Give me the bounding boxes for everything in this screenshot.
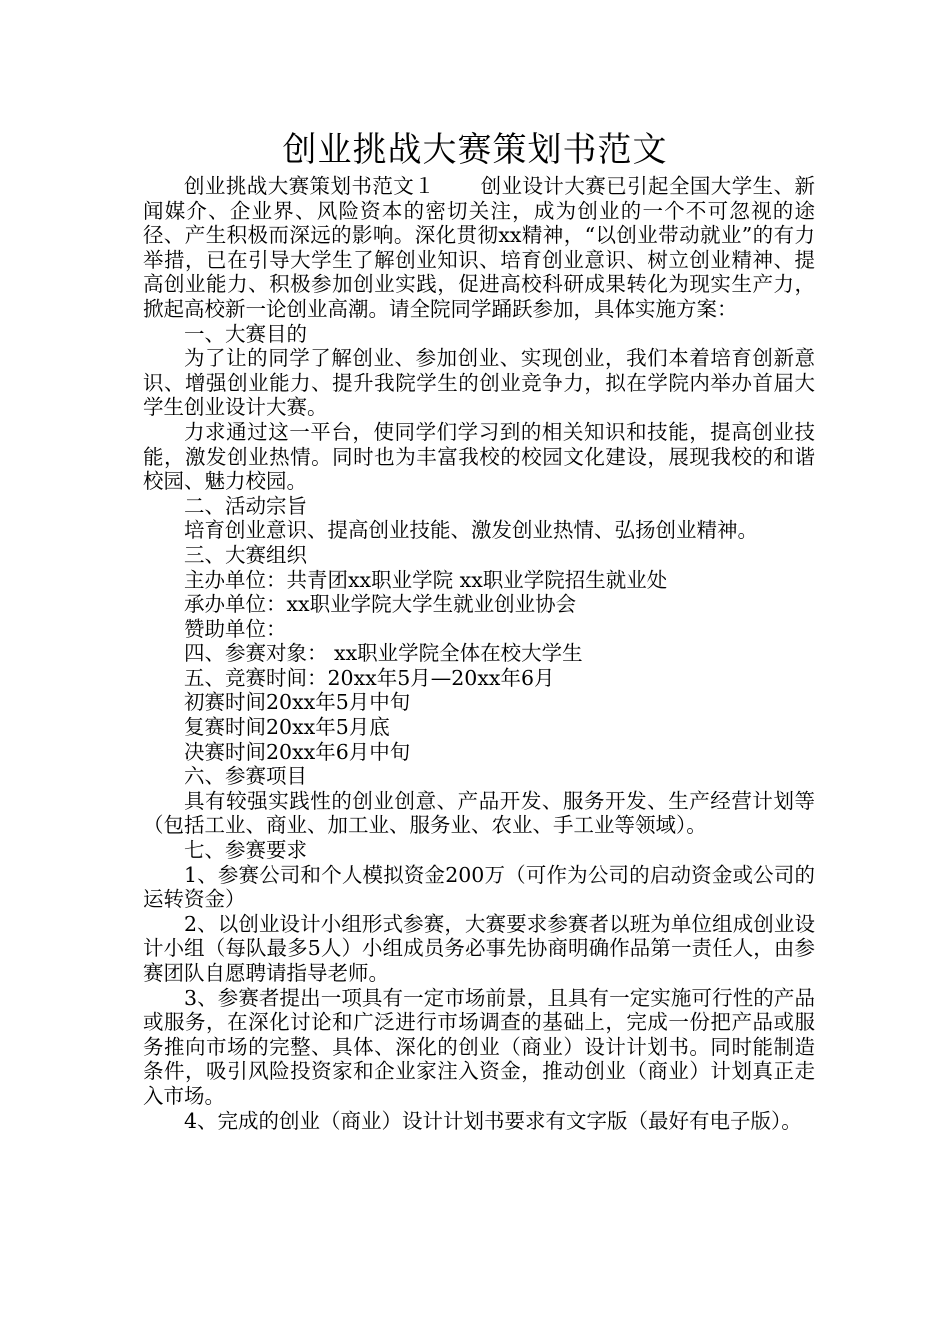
intro-text: 创业设计大赛已引起全国大学生、新闻媒介、企业界、风险资本的密切关注，成为创业的一个不可忽视的途径、产生积极而深远的影响。深化贯彻xx精神，“以创业带动就业”的有力举措，已在引导大学生了解创业知识、培育创业意识、树立创业精神、提高创业能力、积极参加创业实践，促进高校科研成果转化为现实生产力，掀起高校新一论创业高潮。请全院同学踊跃参加，具体实施方案：: [143, 174, 816, 321]
organization-sponsor: 赞助单位：: [184, 616, 287, 641]
organization-host: 主办单位：共青团xx职业学院 xx职业学院招生就业处: [184, 567, 668, 592]
section-heading-projects: 六、参赛项目: [184, 764, 307, 789]
section-heading-aim: 二、活动宗旨: [184, 493, 307, 518]
purpose-paragraph-1: 为了让的同学了解创业、参加创业、实现创业，我们本着培育创新意识、增强创业能力、提升我院学生的创业竞争力，拟在学院内举办首届大学生创业设计大赛。: [143, 346, 815, 420]
organization-organizer: 承办单位：xx职业学院大学生就业创业协会: [184, 592, 577, 617]
schedule-preliminary: 初赛时间20xx年5月中旬: [184, 690, 411, 715]
schedule-semifinal: 复赛时间20xx年5月底: [184, 715, 390, 740]
requirement-4: 4、完成的创业（商业）设计计划书要求有文字版（最好有电子版）。: [184, 1108, 802, 1133]
purpose-paragraph-2: 力求通过这一平台，使同学们学习到的相关知识和技能，提高创业技能，激发创业热情。同时也为丰富我校的校园文化建设，展现我校的和谐校园、魅力校园。: [143, 419, 815, 494]
intro-paragraph: [143, 174, 815, 322]
intro-lead: 创业挑战大赛策划书范文１: [184, 174, 436, 198]
requirement-3: 3、参赛者提出一项具有一定市场前景，且具有一定实施可行性的产品或服务，在深化讨论和广泛进行市场调查的基础上，完成一份把产品或服务推向市场的完整、具体、深化的创业（商业）设计计划书。同时能制造条件，吸引风险投资家和企业家注入资金，推动创业（商业）计划真正走入市场。: [143, 985, 815, 1108]
document-body: [143, 174, 815, 1133]
section-participants: 四、参赛对象： xx职业学院全体在校大学生: [184, 641, 583, 666]
schedule-final: 决赛时间20xx年6月中旬: [184, 739, 411, 764]
document-title: 创业挑战大赛策划书范文: [282, 130, 668, 170]
section-heading-purpose: 一、大赛目的: [184, 321, 307, 346]
aim-line: 培育创业意识、提高创业技能、激发创业热情、弘扬创业精神。: [184, 518, 758, 543]
projects-paragraph: 具有较强实践性的创业创意、产品开发、服务开发、生产经营计划等（包括工业、商业、加工业、服务业、农业、手工业等领域）。: [143, 788, 815, 838]
requirement-2: 2、以创业设计小组形式参赛，大赛要求参赛者以班为单位组成创业设计小组（每队最多5人）小组成员务必事先协商明确作品第一责任人，由参赛团队自愿聘请指导老师。: [143, 911, 815, 985]
section-heading-organization: 三、大赛组织: [184, 542, 307, 567]
section-heading-requirements: 七、参赛要求: [184, 838, 307, 863]
section-schedule: 五、竞赛时间：20xx年5月—20xx年6月: [184, 665, 555, 690]
requirement-1: 1、参赛公司和个人模拟资金200万（可作为公司的启动资金或公司的运转资金）: [143, 862, 815, 912]
